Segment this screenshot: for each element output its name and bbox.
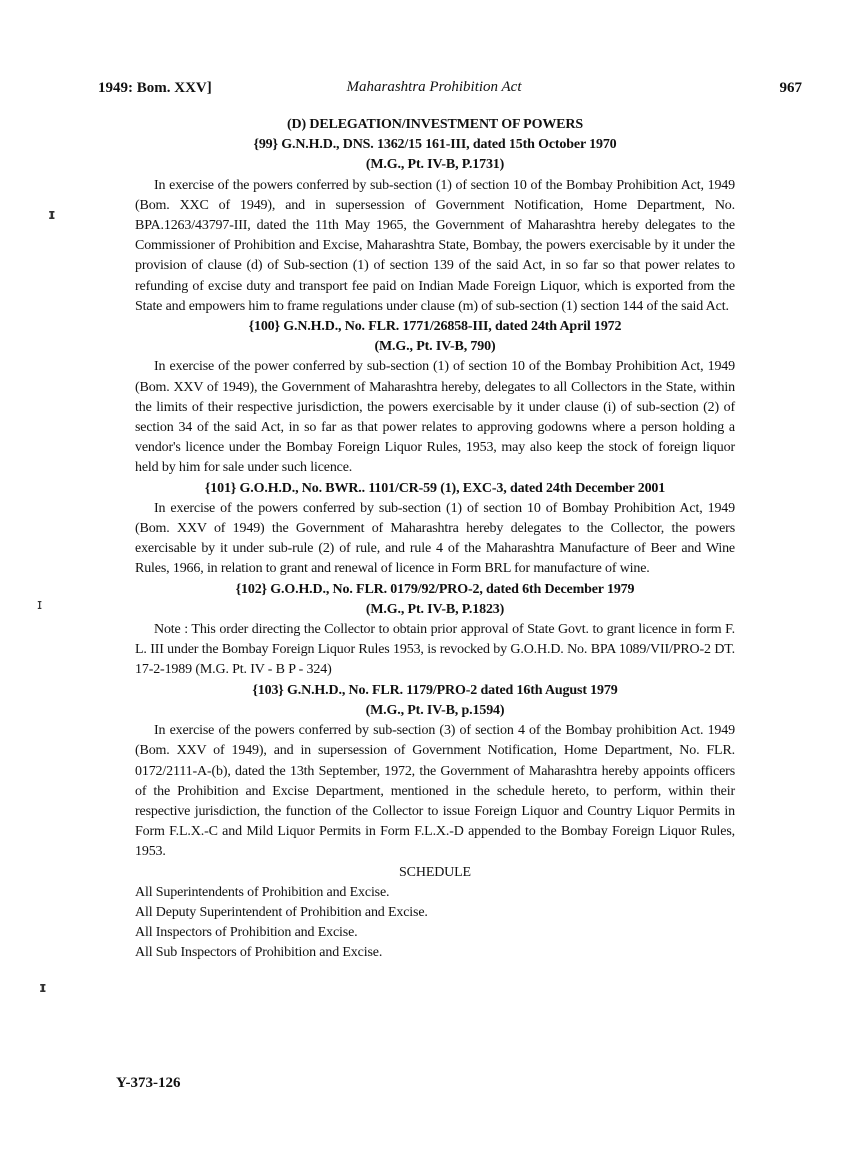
- schedule-item: All Sub Inspectors of Prohibition and Excise.: [135, 945, 383, 961]
- margin-mark: ɪ: [37, 597, 43, 613]
- entry-body: In exercise of the powers conferred by sub-section (1) of section 10 of the Bombay Prohibition Act, 1949 (Bom. XXC of 1949), and in supersession of Government Notification, Home Department, No. BPA.1263/43797-III, dated the 11th May 1965, the Government of Maharashtra hereby delegates to the Commissioner of Prohibition and Excise, Maharashtra State, Bombay, the powers exercisable by it under the provision of clause (d) of Sub-section (1) of section 139 of the said Act, in so far so that power relates to refunding of excise duty and transport fee paid on Indian Made Foreign Liquor, which is exported from the State and empowers him to frame regulations under clause (m) of sub-section (1) section 144 of the said Act.: [135, 177, 735, 314]
- header-act-reference: 1949: Bom. XXV]: [98, 80, 212, 96]
- header-act-title: Maharashtra Prohibition Act: [346, 79, 522, 95]
- schedule-item: All Superintendents of Prohibition and Excise.: [135, 884, 390, 900]
- document-body: [135, 115, 735, 964]
- entry-note: Note : This order directing the Collector to obtain prior approval of State Govt. to grant licence in form F. L. III under the Bombay Foreign Liquor Rules 1953, is revocked by G.O.H.D. No. BPA 1089/VII/PRO-2 DT. 17-2-1989 (M.G. Pt. IV - B P - 324): [135, 622, 735, 678]
- entry-heading: {100} G.N.H.D., No. FLR. 1771/26858-III, dated 24th April 1972: [248, 319, 622, 335]
- entry-heading: {103} G.N.H.D., No. FLR. 1179/PRO-2 dated 16th August 1979: [252, 682, 618, 698]
- schedule-item: All Inspectors of Prohibition and Excise.: [135, 925, 358, 941]
- entry-subheading: (M.G., Pt. IV-B, p.1594): [365, 702, 505, 718]
- entry-subheading: (M.G., Pt. IV-B, 790): [374, 339, 496, 355]
- entry-body: In exercise of the powers conferred by sub-section (3) of section 4 of the Bombay prohibition Act. 1949 (Bom. XXV of 1949), and in supersession of Government Notification, Home Department, No. FLR. 0172/2111-A-(b), dated the 13th September, 1972, the Government of Maharashtra hereby appoints officers of the Prohibition and Excise Department, mentioned in the schedule hereto, to perform, within their respective jurisdiction, the function of the Collector to issue Foreign Liquor and Country Liquor Permits in Form F.L.X.-C and Mild Liquor Permits in Form F.L.X.-D appended to the Bombay Foreign Liquor Rules, 1953.: [135, 723, 735, 860]
- schedule-item: All Deputy Superintendent of Prohibition and Excise.: [135, 904, 428, 920]
- entry-body: In exercise of the power conferred by sub-section (1) of section 10 of the Bombay Prohibition Act, 1949 (Bom. XXV of 1949), the Government of Maharashtra hereby, delegates to all Collectors in the State, within the limits of their respective jurisdiction, the powers exercisable by it under clause (i) of sub-section (2) of section 34 of the said Act, in so far as that power relates to approving godowns where a person holding a vendor's licence under the Bombay Foreign Liquor Rules, 1953, may also keep the stock of foreign liquor held by him for sale under such licence.: [135, 359, 735, 476]
- page-number: 967: [779, 80, 802, 96]
- footer-code: Y-373-126: [116, 1075, 181, 1091]
- entry-heading: {102} G.O.H.D., No. FLR. 0179/92/PRO-2, dated 6th December 1979: [235, 581, 635, 597]
- margin-mark: ɪ: [48, 207, 56, 223]
- entry-heading: {101} G.O.H.D., No. BWR.. 1101/CR-59 (1), EXC-3, dated 24th December 2001: [204, 480, 666, 496]
- entry-heading: {99} G.N.H.D., DNS. 1362/15 161-III, dated 15th October 1970: [253, 137, 617, 153]
- margin-mark: ɪ: [39, 980, 47, 996]
- entry-subheading: (M.G., Pt. IV-B, P.1731): [365, 157, 505, 173]
- entry-body: In exercise of the powers conferred by sub-section (1) of section 10 of Bombay Prohibition Act, 1949 (Bom. XXV of 1949) the Government of Maharashtra hereby delegates to the Collector, the powers exercisable by it under sub-rule (2) of rule, and rule 4 of the Maharashtra Manufacture of Beer and Wine Rules, 1966, in relation to grant and renewal of licence in Form BRL for manufacture of wine.: [135, 500, 735, 577]
- schedule-title: SCHEDULE: [399, 864, 471, 880]
- entry-subheading: (M.G., Pt. IV-B, P.1823): [365, 601, 505, 617]
- section-title: (D) DELEGATION/INVESTMENT OF POWERS: [287, 117, 583, 132]
